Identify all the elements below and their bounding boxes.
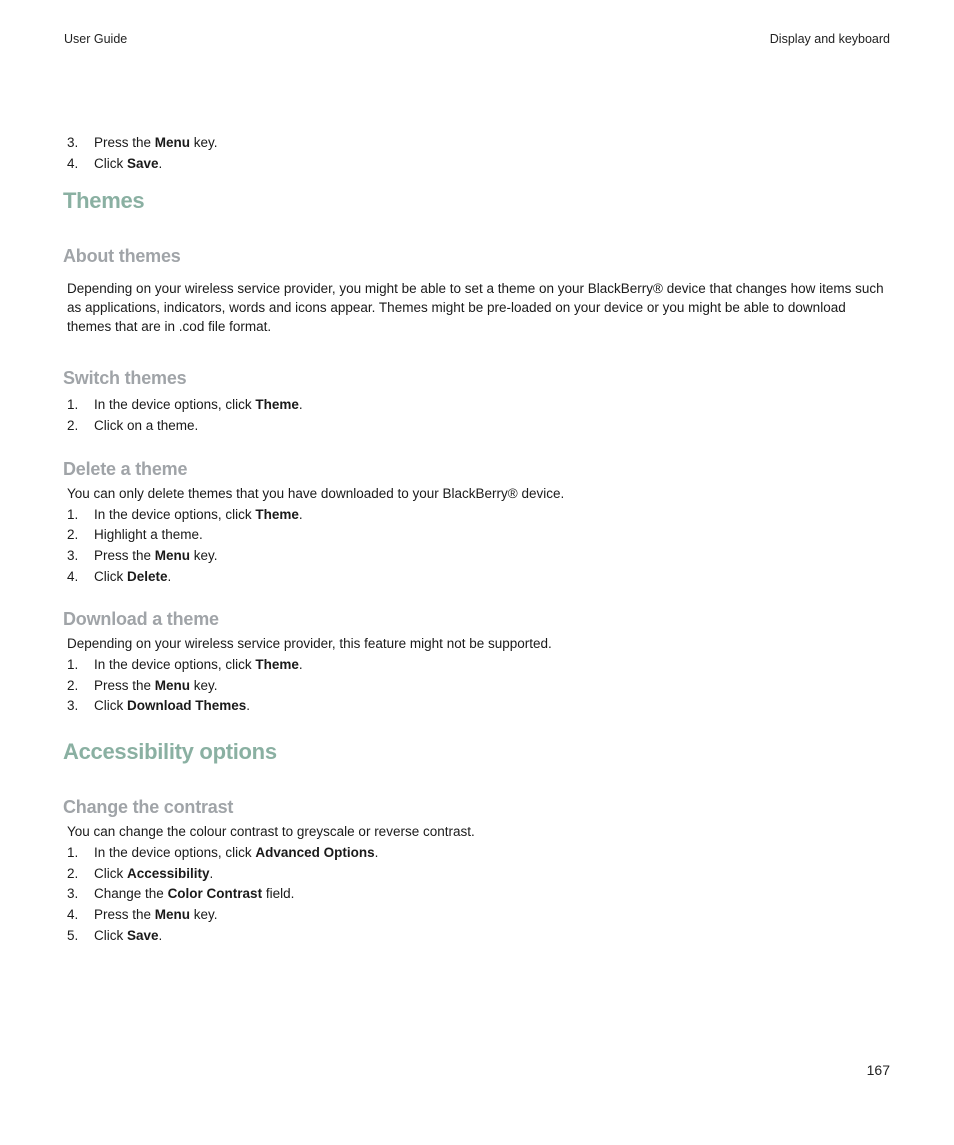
step-number: 1. [67, 506, 79, 522]
page-content [63, 133, 893, 946]
step-item [67, 864, 893, 885]
section-title-themes: Themes [63, 188, 145, 214]
step-text: Press the Menu key. [94, 906, 218, 922]
subsection-title-about-themes: About themes [63, 246, 181, 267]
step-text: Press the Menu key. [94, 547, 218, 563]
step-number: 4. [67, 906, 79, 922]
step-text: In the device options, click Theme. [94, 506, 303, 522]
ui-term: Theme [255, 657, 299, 673]
step-item [67, 525, 893, 546]
step-text: Click Accessibility. [94, 865, 214, 881]
step-item [67, 905, 893, 926]
step-number: 1. [67, 657, 79, 673]
step-item [67, 696, 893, 717]
step-item [67, 154, 893, 175]
step-text: Click Delete. [94, 568, 172, 584]
ui-term: Download Themes [127, 698, 247, 714]
step-number: 1. [67, 844, 79, 860]
about-themes-paragraph: Depending on your wireless service provider, you might be able to set a theme on your BlackBerry® device that changes how items such as applications, indicators, words and icons appear. Themes might be pre-loaded on your device or you might be able to download themes that are in .cod file format. [67, 281, 884, 335]
step-item [67, 395, 893, 416]
step-item [67, 926, 893, 947]
step-number: 3. [67, 886, 79, 902]
step-number: 4. [67, 155, 79, 171]
step-item [67, 884, 893, 905]
step-number: 3. [67, 698, 79, 714]
step-number: 2. [67, 865, 79, 881]
step-text: In the device options, click Advanced Options. [94, 844, 379, 860]
step-number: 2. [67, 418, 79, 434]
step-text: In the device options, click Theme. [94, 397, 303, 413]
step-item [67, 843, 893, 864]
step-number: 2. [67, 677, 79, 693]
ui-term: Delete [127, 568, 168, 584]
ui-term: Advanced Options [255, 844, 375, 860]
step-text: Click Download Themes. [94, 698, 251, 714]
step-item [67, 133, 893, 154]
intro-steps [63, 133, 893, 174]
ui-term: Theme [255, 397, 299, 413]
step-item [67, 505, 893, 526]
step-text: Press the Menu key. [94, 677, 218, 693]
running-header-right: Display and keyboard [769, 32, 890, 46]
ui-term: Color Contrast [167, 886, 263, 902]
step-text: Click Save. [94, 155, 163, 171]
step-text: Highlight a theme. [94, 527, 203, 543]
step-text: Click Save. [94, 927, 163, 943]
ui-term: Menu [154, 547, 191, 563]
step-number: 4. [67, 568, 79, 584]
switch-themes-steps [63, 395, 893, 436]
step-text: Change the Color Contrast field. [94, 886, 295, 902]
download-theme-steps [63, 655, 893, 717]
step-item [67, 546, 893, 567]
subsection-title-download-theme: Download a theme [63, 609, 219, 630]
step-number: 2. [67, 527, 79, 543]
ui-term: Menu [154, 135, 191, 150]
page-number: 167 [866, 1062, 890, 1078]
step-item [67, 655, 893, 676]
step-text: Press the Menu key. [94, 135, 218, 150]
running-header-left: User Guide [64, 32, 128, 46]
ui-term: Theme [255, 506, 299, 522]
delete-theme-note: You can only delete themes that you have downloaded to your BlackBerry® device. [67, 485, 565, 501]
ui-term: Menu [154, 906, 191, 922]
ui-term: Save [127, 927, 159, 943]
subsection-title-delete-theme: Delete a theme [63, 458, 188, 479]
step-item [67, 416, 893, 437]
step-number: 3. [67, 135, 79, 150]
section-title-accessibility-options: Accessibility options [63, 739, 277, 765]
download-theme-note: Depending on your wireless service provider, this feature might not be supported. [67, 636, 552, 652]
change-contrast-steps [63, 843, 893, 947]
ui-term: Accessibility [127, 865, 210, 881]
step-number: 5. [67, 927, 79, 943]
subsection-title-change-contrast: Change the contrast [63, 797, 234, 818]
subsection-title-switch-themes: Switch themes [63, 368, 187, 389]
step-number: 1. [67, 397, 79, 413]
step-number: 3. [67, 547, 79, 563]
step-item [67, 567, 893, 588]
change-contrast-note: You can change the colour contrast to greyscale or reverse contrast. [67, 824, 475, 840]
delete-theme-steps [63, 505, 893, 588]
ui-term: Menu [154, 677, 191, 693]
ui-term: Save [127, 155, 159, 171]
step-text: In the device options, click Theme. [94, 657, 303, 673]
step-text: Click on a theme. [94, 418, 199, 434]
step-item [67, 676, 893, 697]
